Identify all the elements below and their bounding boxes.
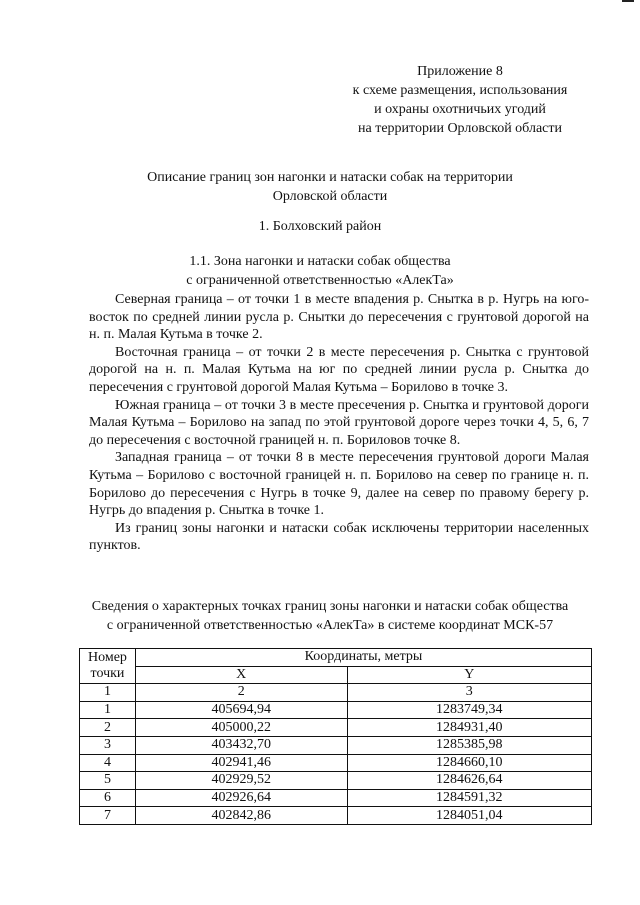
table-row [80,807,592,825]
table-row [80,789,592,807]
y-cell: 1284931,40 [347,719,592,737]
table-row [80,772,592,790]
x-cell: 403432,70 [135,736,347,754]
appendix-line: и охраны охотничьих угодий [374,102,546,117]
y-cell: 1284591,32 [347,789,592,807]
appendix-header [330,62,590,138]
east-boundary-paragraph: Восточная граница – от точки 2 в месте пересечения р. Снытка с грунтовой дорогой на н. п. Малая Кутьма на юг по средней линии русла р. Снытка до пересечения с грунтовой дорогой Малая Кутьма – Борилово в точке 3. [89,344,589,395]
y-cell: 1284660,10 [347,754,592,772]
zone-heading-line: 1.1. Зона нагонки и натаски собак общества [189,254,451,269]
appendix-line: на территории Орловской области [358,121,562,136]
document-title-line: Орловской области [272,189,388,204]
column-number: 1 [80,684,136,702]
table-row [80,754,592,772]
x-cell: 405000,22 [135,719,347,737]
column-number-row [80,684,592,702]
boundary-description [89,291,589,555]
table-caption [60,597,600,635]
north-boundary-paragraph: Северная граница – от точки 1 в месте впадения р. Снытка в р. Нугрь на юго-восток по средней линии русла р. Снытки до пересечения с грунтовой дорогой на н. п. Малая Кутьма в точке 2. [89,292,589,343]
x-cell: 402941,46 [135,754,347,772]
y-cell: 1284051,04 [347,807,592,825]
coordinates-table [79,648,592,825]
point-number-cell: 2 [80,719,136,737]
table-caption-line: Сведения о характерных точках границ зоны нагонки и натаски собак общества [91,599,569,614]
west-boundary-paragraph: Западная граница – от точки 8 в месте пересечения грунтовой дороги Малая Кутьма – Борилово с восточной границей н. п. Борилово на север по границе н. п. Борилово до пересечения с Нугрь в точке 9, далее на север по правому берегу р. Нугрь до впадения р. Снытка в точке 1. [89,450,589,519]
point-number-cell: 7 [80,807,136,825]
point-number-cell: 3 [80,736,136,754]
point-number-cell: 6 [80,789,136,807]
y-cell: 1285385,98 [347,736,592,754]
exclusion-paragraph: Из границ зоны нагонки и натаски собак исключены территории населенных пунктов. [89,520,589,554]
table-row [80,719,592,737]
x-cell: 405694,94 [135,701,347,719]
zone-heading [100,252,540,290]
table-header-row [80,649,592,667]
document-title [95,168,565,206]
table-row [80,701,592,719]
y-cell: 1284626,64 [347,772,592,790]
appendix-line: Приложение 8 [417,64,503,79]
header-point-line: точки [90,666,125,682]
south-boundary-paragraph: Южная граница – от точки 3 в месте пресечения р. Снытка и грунтовой дороги Малая Кутьма – Борилово на запад по этой грунтовой дороге через точки 4, 5, 6, 7 до пересечения с восточной границей н. п. Бориловов точке 8. [89,397,589,448]
point-number-cell: 4 [80,754,136,772]
point-number-cell: 5 [80,772,136,790]
y-cell: 1283749,34 [347,701,592,719]
corner-mark [622,0,634,2]
table-header-row [80,666,592,684]
x-cell: 402842,86 [135,807,347,825]
header-point-number [80,649,136,684]
district-heading: 1. Болховский район [258,219,382,234]
document-title-line: Описание границ зон нагонки и натаски собак на территории [147,170,513,185]
x-cell: 402929,52 [135,772,347,790]
table-caption-line: с ограниченной ответственностью «АлекТа» в системе координат МСК-57 [106,618,554,633]
point-number-cell: 1 [80,701,136,719]
x-cell: 402926,64 [135,789,347,807]
header-point-line: Номер [88,650,127,666]
header-coordinates: Координаты, метры [135,649,591,667]
header-x: X [135,666,347,684]
column-number: 2 [135,684,347,702]
header-y: Y [347,666,592,684]
column-number: 3 [347,684,592,702]
appendix-line: к схеме размещения, использования [352,83,568,98]
zone-heading-line: с ограниченной ответственностью «АлекТа» [186,273,454,288]
table-row [80,736,592,754]
